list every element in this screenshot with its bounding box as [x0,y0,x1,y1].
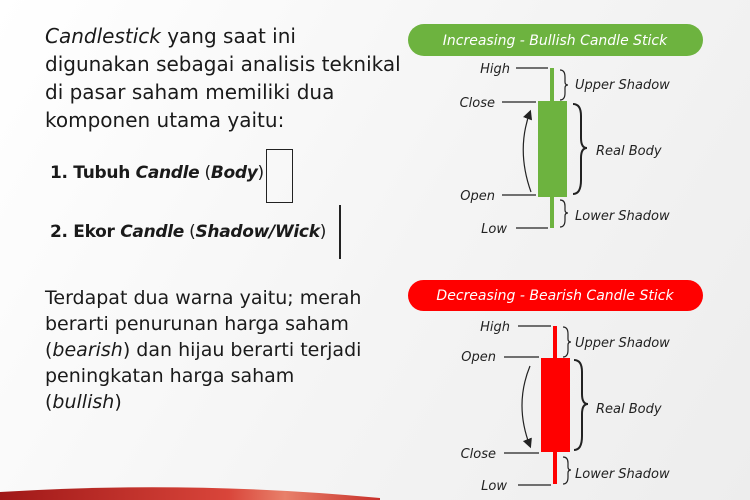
brace-icon [560,200,568,227]
label-low: Low [481,479,507,494]
label-open: Open [461,350,496,365]
label-upper-shadow: Upper Shadow [575,336,670,351]
brace-icon [574,360,588,450]
label-close: Close [459,96,495,111]
component-part: Shadow/Wick [195,222,320,242]
label-open: Open [460,189,495,204]
bullish-body [538,101,567,197]
component-part: Body [210,163,258,183]
label-real-body: Real Body [596,402,662,417]
label-real-body: Real Body [596,144,662,159]
bottom-swoosh [0,487,380,500]
label-lower-shadow: Lower Shadow [575,467,670,482]
paren-open: ( [184,222,196,242]
bearish-term: bearish [52,339,123,361]
para-text: ) [114,391,122,413]
bullish-diagram [408,24,703,237]
paren-close: ) [319,222,327,242]
bullish-term: bullish [52,391,115,413]
label-lower-shadow: Lower Shadow [575,209,670,224]
label-high: High [480,62,510,77]
bearish-diagram [408,280,703,494]
para-text: ) dan hijau berarti terjadi peningkatan harga saham ( [45,339,362,413]
brace-icon [563,457,571,484]
brace-icon [573,104,587,194]
paren-close: ) [257,163,264,183]
brace-icon [560,70,568,100]
component-prefix: 1. Tubuh [50,163,136,183]
label-upper-shadow: Upper Shadow [575,78,670,93]
para-text: Terdapat dua warna yaitu; merah berarti penurunan harga saham ( [45,287,362,361]
intro-body: yang saat ini digunakan sebagai analisis teknikal di pasar saham memiliki dua komponen utama yaitu: [45,24,401,132]
arrow-down-icon [522,366,530,446]
paren-open: ( [199,163,211,183]
intro-term: Candlestick [45,24,161,48]
bullish-title: Increasing - Bullish Candle Stick [442,33,668,49]
label-high: High [480,320,510,335]
component-italic: Candle [120,222,185,242]
label-low: Low [481,222,507,237]
component-italic: Candle [135,163,200,183]
component-prefix: 2. Ekor [50,222,121,242]
bearish-body [541,358,570,452]
brace-icon [563,327,571,357]
arrow-up-icon [523,112,531,192]
label-close: Close [460,447,496,462]
bearish-title: Decreasing - Bearish Candle Stick [436,288,674,304]
